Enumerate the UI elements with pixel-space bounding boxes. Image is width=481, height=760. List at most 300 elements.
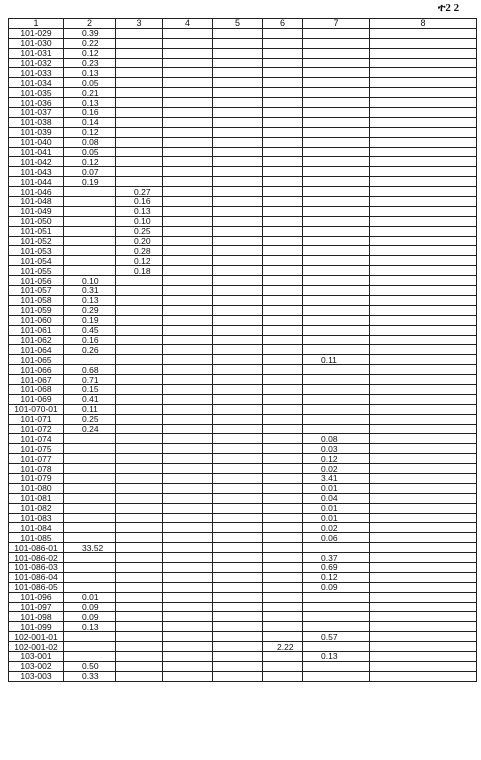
value-cell <box>213 473 263 483</box>
value-cell <box>116 38 163 48</box>
value-cell: 0.13 <box>303 652 370 662</box>
table-row <box>9 256 477 266</box>
value-cell <box>263 28 303 38</box>
value-cell <box>116 642 163 652</box>
value-cell <box>213 553 263 563</box>
value-cell: 0.68 <box>64 365 116 375</box>
value-cell <box>263 295 303 305</box>
value-cell <box>370 652 477 662</box>
value-cell: 0.23 <box>64 58 116 68</box>
value-cell <box>163 206 213 216</box>
value-cell <box>213 375 263 385</box>
value-cell <box>213 454 263 464</box>
value-cell: 0.28 <box>116 246 163 256</box>
value-cell: 0.13 <box>64 68 116 78</box>
row-code-cell: 101-038 <box>9 117 64 127</box>
value-cell <box>303 543 370 553</box>
value-cell <box>64 246 116 256</box>
value-cell <box>263 384 303 394</box>
value-cell <box>163 404 213 414</box>
value-cell <box>263 315 303 325</box>
value-cell <box>116 404 163 414</box>
table-row <box>9 434 477 444</box>
table-row <box>9 394 477 404</box>
value-cell <box>303 38 370 48</box>
value-cell <box>163 671 213 681</box>
value-cell <box>213 444 263 454</box>
table-row <box>9 246 477 256</box>
value-cell: 0.13 <box>116 206 163 216</box>
value-cell: 0.26 <box>64 345 116 355</box>
value-cell <box>370 562 477 572</box>
table-row <box>9 493 477 503</box>
value-cell <box>263 543 303 553</box>
value-cell <box>263 58 303 68</box>
value-cell: 0.01 <box>303 513 370 523</box>
table-row <box>9 355 477 365</box>
value-cell <box>263 602 303 612</box>
value-cell <box>370 553 477 563</box>
value-cell <box>163 454 213 464</box>
table-row <box>9 127 477 137</box>
value-cell <box>213 305 263 315</box>
value-cell <box>64 256 116 266</box>
value-cell <box>370 197 477 207</box>
row-code-cell: 101-051 <box>9 226 64 236</box>
value-cell <box>163 117 213 127</box>
value-cell <box>213 652 263 662</box>
row-code-cell: 101-083 <box>9 513 64 523</box>
value-cell <box>163 533 213 543</box>
value-cell <box>303 68 370 78</box>
value-cell <box>370 483 477 493</box>
row-code-cell: 101-098 <box>9 612 64 622</box>
row-code-cell: 101-096 <box>9 592 64 602</box>
value-cell <box>213 117 263 127</box>
row-code-cell: 102-001-02 <box>9 642 64 652</box>
value-cell <box>163 216 213 226</box>
value-cell: 0.22 <box>64 38 116 48</box>
value-cell <box>213 394 263 404</box>
table-row <box>9 582 477 592</box>
value-cell <box>64 553 116 563</box>
value-cell <box>163 355 213 365</box>
value-cell <box>370 572 477 582</box>
value-cell <box>213 582 263 592</box>
value-cell <box>116 286 163 296</box>
value-cell: 0.25 <box>116 226 163 236</box>
value-cell <box>370 345 477 355</box>
value-cell: 0.16 <box>64 335 116 345</box>
value-cell <box>370 177 477 187</box>
value-cell <box>163 483 213 493</box>
table-row <box>9 197 477 207</box>
value-cell <box>116 503 163 513</box>
value-cell <box>213 464 263 474</box>
value-cell <box>116 622 163 632</box>
value-cell <box>163 493 213 503</box>
value-cell <box>163 622 213 632</box>
value-cell <box>213 216 263 226</box>
row-code-cell: 101-074 <box>9 434 64 444</box>
value-cell <box>263 612 303 622</box>
value-cell <box>303 187 370 197</box>
row-code-cell: 101-086-04 <box>9 572 64 582</box>
row-code-cell: 101-048 <box>9 197 64 207</box>
value-cell <box>163 384 213 394</box>
row-code-cell: 101-070-01 <box>9 404 64 414</box>
value-cell <box>163 523 213 533</box>
table-row <box>9 345 477 355</box>
value-cell <box>163 335 213 345</box>
value-cell <box>303 414 370 424</box>
value-cell <box>213 157 263 167</box>
value-cell <box>163 473 213 483</box>
value-cell <box>213 523 263 533</box>
value-cell <box>116 533 163 543</box>
value-cell <box>163 652 213 662</box>
row-code-cell: 101-041 <box>9 147 64 157</box>
value-cell <box>263 592 303 602</box>
value-cell <box>116 562 163 572</box>
column-header: 5 <box>213 19 263 29</box>
value-cell <box>263 661 303 671</box>
value-cell: 0.69 <box>303 562 370 572</box>
value-cell <box>303 365 370 375</box>
value-cell <box>370 602 477 612</box>
row-code-cell: 103-002 <box>9 661 64 671</box>
value-cell <box>213 493 263 503</box>
value-cell <box>263 335 303 345</box>
value-cell <box>370 493 477 503</box>
value-cell: 0.09 <box>303 582 370 592</box>
table-row <box>9 157 477 167</box>
table-row <box>9 473 477 483</box>
table-row <box>9 117 477 127</box>
table-row <box>9 78 477 88</box>
value-cell <box>116 671 163 681</box>
table-row <box>9 266 477 276</box>
value-cell <box>263 147 303 157</box>
value-cell <box>303 642 370 652</box>
value-cell <box>213 315 263 325</box>
value-cell <box>213 533 263 543</box>
value-cell <box>370 503 477 513</box>
value-cell <box>263 365 303 375</box>
value-cell <box>163 38 213 48</box>
value-cell <box>370 632 477 642</box>
value-cell: 0.41 <box>64 394 116 404</box>
table-row <box>9 533 477 543</box>
value-cell <box>116 483 163 493</box>
value-cell <box>163 78 213 88</box>
row-code-cell: 101-031 <box>9 48 64 58</box>
value-cell <box>163 503 213 513</box>
row-code-cell: 101-059 <box>9 305 64 315</box>
column-header: 2 <box>64 19 116 29</box>
value-cell <box>64 355 116 365</box>
row-code-cell: 101-049 <box>9 206 64 216</box>
row-code-cell: 101-086-01 <box>9 543 64 553</box>
value-cell <box>303 345 370 355</box>
table-row <box>9 503 477 513</box>
row-code-cell: 101-068 <box>9 384 64 394</box>
row-code-cell: 101-039 <box>9 127 64 137</box>
value-cell <box>213 48 263 58</box>
value-cell <box>263 266 303 276</box>
column-header: 6 <box>263 19 303 29</box>
value-cell: 0.11 <box>303 355 370 365</box>
value-cell <box>116 424 163 434</box>
value-cell <box>370 592 477 602</box>
value-cell <box>213 572 263 582</box>
value-cell <box>303 216 370 226</box>
value-cell <box>64 572 116 582</box>
value-cell <box>303 28 370 38</box>
value-cell <box>116 78 163 88</box>
value-cell <box>370 543 477 553</box>
value-cell <box>213 68 263 78</box>
table-row <box>9 58 477 68</box>
value-cell <box>213 28 263 38</box>
table-row <box>9 206 477 216</box>
value-cell <box>116 414 163 424</box>
value-cell <box>370 147 477 157</box>
value-cell <box>116 513 163 523</box>
value-cell <box>64 266 116 276</box>
value-cell <box>213 276 263 286</box>
value-cell <box>370 88 477 98</box>
data-table <box>8 18 477 682</box>
value-cell <box>116 592 163 602</box>
value-cell <box>116 295 163 305</box>
value-cell <box>213 661 263 671</box>
value-cell <box>163 543 213 553</box>
value-cell <box>263 137 303 147</box>
value-cell <box>303 117 370 127</box>
value-cell <box>370 375 477 385</box>
value-cell <box>213 266 263 276</box>
value-cell <box>116 276 163 286</box>
value-cell <box>116 147 163 157</box>
table-row <box>9 602 477 612</box>
value-cell <box>116 88 163 98</box>
value-cell <box>263 375 303 385</box>
value-cell <box>263 276 303 286</box>
value-cell <box>370 226 477 236</box>
value-cell <box>370 98 477 108</box>
value-cell <box>213 38 263 48</box>
value-cell <box>64 493 116 503</box>
row-code-cell: 101-078 <box>9 464 64 474</box>
value-cell <box>163 177 213 187</box>
value-cell <box>263 48 303 58</box>
table-row <box>9 652 477 662</box>
table-row <box>9 671 477 681</box>
row-code-cell: 101-075 <box>9 444 64 454</box>
value-cell <box>163 256 213 266</box>
value-cell <box>213 424 263 434</box>
value-cell <box>263 236 303 246</box>
value-cell <box>263 394 303 404</box>
value-cell: 0.09 <box>64 612 116 622</box>
table-row <box>9 424 477 434</box>
row-code-cell: 101-066 <box>9 365 64 375</box>
value-cell <box>163 98 213 108</box>
value-cell <box>370 127 477 137</box>
value-cell <box>370 424 477 434</box>
table-row <box>9 454 477 464</box>
table-row <box>9 553 477 563</box>
value-cell <box>370 167 477 177</box>
table-row <box>9 108 477 118</box>
value-cell <box>370 305 477 315</box>
table-row <box>9 444 477 454</box>
value-cell <box>213 58 263 68</box>
value-cell <box>213 592 263 602</box>
value-cell: 0.10 <box>64 276 116 286</box>
value-cell <box>303 661 370 671</box>
value-cell: 0.16 <box>116 197 163 207</box>
row-code-cell: 101-032 <box>9 58 64 68</box>
row-code-cell: 101-061 <box>9 325 64 335</box>
value-cell <box>116 355 163 365</box>
value-cell <box>163 276 213 286</box>
table-row <box>9 315 477 325</box>
value-cell <box>163 226 213 236</box>
value-cell: 0.13 <box>64 98 116 108</box>
value-cell <box>303 671 370 681</box>
value-cell <box>303 612 370 622</box>
value-cell <box>263 78 303 88</box>
value-cell <box>263 464 303 474</box>
value-cell: 0.05 <box>64 147 116 157</box>
value-cell <box>213 543 263 553</box>
value-cell <box>213 187 263 197</box>
value-cell <box>116 127 163 137</box>
table-row <box>9 384 477 394</box>
value-cell <box>303 48 370 58</box>
value-cell <box>370 335 477 345</box>
table-row <box>9 513 477 523</box>
value-cell <box>303 266 370 276</box>
value-cell <box>370 28 477 38</box>
table-row <box>9 305 477 315</box>
row-code-cell: 101-052 <box>9 236 64 246</box>
value-cell <box>370 394 477 404</box>
value-cell <box>303 424 370 434</box>
value-cell <box>263 622 303 632</box>
row-code-cell: 101-079 <box>9 473 64 483</box>
value-cell <box>64 444 116 454</box>
value-cell <box>163 187 213 197</box>
row-code-cell: 101-072 <box>9 424 64 434</box>
value-cell: 0.20 <box>116 236 163 246</box>
value-cell <box>303 98 370 108</box>
value-cell <box>213 335 263 345</box>
row-code-cell: 101-064 <box>9 345 64 355</box>
value-cell <box>303 286 370 296</box>
value-cell <box>370 315 477 325</box>
value-cell <box>64 236 116 246</box>
value-cell <box>163 602 213 612</box>
value-cell <box>116 108 163 118</box>
value-cell <box>213 622 263 632</box>
value-cell <box>263 68 303 78</box>
value-cell <box>303 137 370 147</box>
value-cell <box>116 325 163 335</box>
value-cell <box>213 612 263 622</box>
value-cell <box>213 206 263 216</box>
value-cell <box>213 671 263 681</box>
value-cell <box>370 68 477 78</box>
value-cell <box>263 345 303 355</box>
value-cell <box>213 147 263 157</box>
value-cell <box>163 58 213 68</box>
table-row <box>9 216 477 226</box>
value-cell <box>116 612 163 622</box>
value-cell <box>263 483 303 493</box>
value-cell <box>263 197 303 207</box>
value-cell <box>263 493 303 503</box>
value-cell: 0.19 <box>64 177 116 187</box>
row-code-cell: 101-065 <box>9 355 64 365</box>
value-cell <box>263 533 303 543</box>
value-cell: 3.41 <box>303 473 370 483</box>
value-cell: 0.12 <box>64 48 116 58</box>
value-cell <box>163 295 213 305</box>
value-cell <box>213 256 263 266</box>
value-cell: 0.50 <box>64 661 116 671</box>
row-code-cell: 101-084 <box>9 523 64 533</box>
value-cell <box>213 236 263 246</box>
row-code-cell: 101-034 <box>9 78 64 88</box>
row-code-cell: 101-046 <box>9 187 64 197</box>
value-cell: 0.12 <box>64 157 116 167</box>
value-cell <box>370 206 477 216</box>
value-cell <box>370 117 477 127</box>
value-cell <box>116 582 163 592</box>
value-cell <box>116 157 163 167</box>
value-cell <box>213 295 263 305</box>
value-cell <box>370 464 477 474</box>
value-cell <box>116 315 163 325</box>
value-cell <box>116 305 163 315</box>
value-cell <box>303 197 370 207</box>
value-cell <box>370 414 477 424</box>
row-code-cell: 101-086-02 <box>9 553 64 563</box>
value-cell <box>263 473 303 483</box>
value-cell <box>263 98 303 108</box>
value-cell <box>370 661 477 671</box>
value-cell <box>303 246 370 256</box>
value-cell <box>163 375 213 385</box>
row-code-cell: 101-082 <box>9 503 64 513</box>
table-row <box>9 622 477 632</box>
value-cell <box>263 226 303 236</box>
value-cell <box>163 137 213 147</box>
value-cell: 33.52 <box>64 543 116 553</box>
table-row <box>9 295 477 305</box>
value-cell <box>370 325 477 335</box>
value-cell <box>370 582 477 592</box>
value-cell <box>64 503 116 513</box>
value-cell: 0.57 <box>303 632 370 642</box>
value-cell: 0.05 <box>64 78 116 88</box>
value-cell <box>263 88 303 98</box>
value-cell <box>370 622 477 632</box>
value-cell <box>303 404 370 414</box>
